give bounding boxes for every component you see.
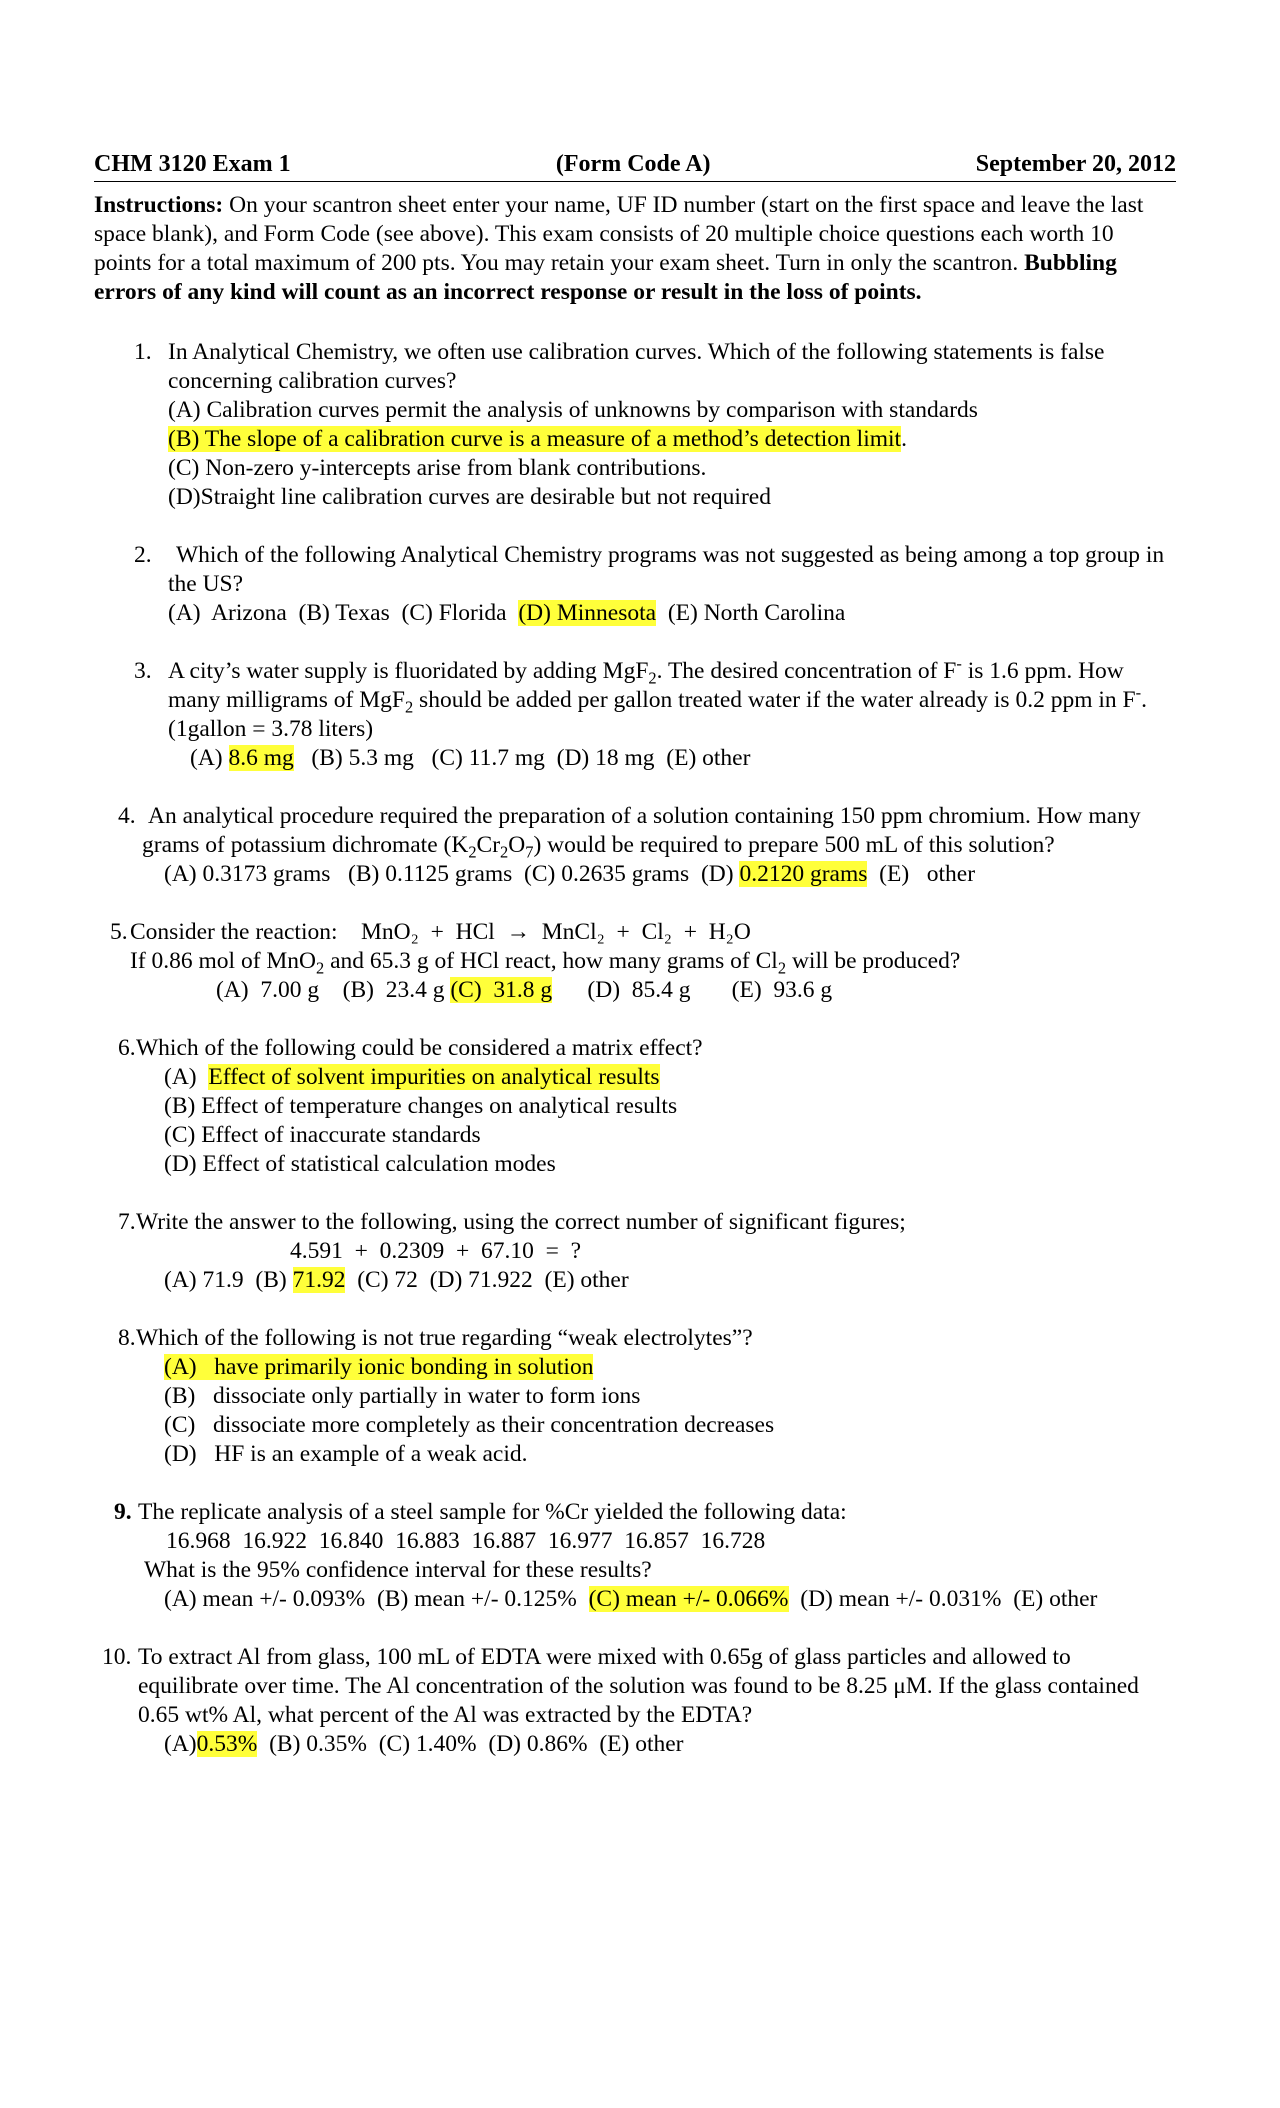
stem-part: . (1gallon = 3.78 liters) [168, 687, 1147, 742]
instructions-label: Instructions: [94, 192, 224, 218]
option-c: (C) Non-zero y-intercepts arise from blank contributions. [168, 455, 707, 481]
question-stem: The replicate analysis of a steel sample for %Cr yielded the following data: [138, 1499, 847, 1525]
option-c: (C) dissociate more completely as their concentration decreases [164, 1412, 775, 1438]
expression: 4.591 + 0.2309 + 67.10 = ? [290, 1238, 582, 1264]
question-stem [130, 918, 1176, 947]
option-c-answer: (C) 31.8 g [450, 977, 553, 1003]
options-c-e: (C) 72 (D) 71.922 (E) other [345, 1267, 629, 1293]
options-row [142, 860, 1176, 889]
question-7 [94, 1208, 1176, 1295]
question-stem [142, 802, 1176, 860]
options-row [142, 1585, 1176, 1614]
question-stem: Write the answer to the following, using the correct number of significant figures; [136, 1209, 906, 1235]
option-e: (E) North Carolina [656, 600, 846, 626]
course-title: CHM 3120 Exam 1 [94, 151, 291, 177]
options-d-e: (D) 85.4 g (E) 93.6 g [552, 977, 833, 1003]
stem-part: An analytical procedure required the preparation of a solution containing 150 ppm chromium. How many grams of potassium dichromate (K [142, 803, 1141, 858]
options-a-b: (A) mean +/- 0.093% (B) mean +/- 0.125% [164, 1586, 589, 1612]
options-a-c: (A) 0.3173 grams (B) 0.1125 grams (C) 0.2635 grams (D) [164, 861, 740, 887]
question-10 [94, 1643, 1176, 1759]
options-b-e: (B) 5.3 mg (C) 11.7 mg (D) 18 mg (E) other [293, 745, 751, 771]
exam-header [94, 150, 1176, 182]
question-line-2 [130, 947, 1176, 976]
question-number: 9. [114, 1499, 132, 1525]
options-a-b: (A) 7.00 g (B) 23.4 g [216, 977, 451, 1003]
subscript: 2 [316, 958, 325, 978]
subscript: 2 [404, 697, 414, 717]
instructions-warning: Bubbling errors of any kind will count as an incorrect response or result in the loss of points. [94, 250, 1117, 305]
option-a-label: (A) [164, 1731, 197, 1757]
options-row [168, 599, 1176, 628]
superscript: - [1135, 683, 1142, 703]
subscript: 7 [525, 842, 534, 862]
question-3 [94, 654, 1176, 773]
options [142, 1353, 1176, 1469]
question-number: 6. [118, 1035, 136, 1061]
question-number: 4. [118, 803, 136, 829]
option-a: (A) Calibration curves permit the analysis of unknowns by comparison with standards [168, 397, 978, 423]
option-a-answer [164, 1063, 1176, 1092]
option-e: (E) other [867, 861, 976, 887]
option-d-answer: 0.2120 grams [739, 861, 868, 887]
option-a-highlight: (A) have primarily ionic bonding in solution [164, 1354, 594, 1380]
question-stem: Which of the following is not true regarding “weak electrolytes”? [136, 1325, 753, 1351]
option-a-label: (A) [164, 1064, 209, 1090]
question-number: 7. [118, 1209, 136, 1235]
subscript: 2 [500, 842, 509, 862]
option-c: (C) Effect of inaccurate standards [164, 1122, 481, 1148]
exam-page [94, 150, 1176, 1759]
stem-part: O [508, 832, 526, 858]
question-number: 8. [118, 1325, 136, 1351]
stem-part: and 65.3 g of HCl react, how many grams of Cl [324, 948, 778, 974]
question-8 [94, 1324, 1176, 1469]
question-stem: Which of the following Analytical Chemistry programs was not suggested as being among a top group in the US? [168, 542, 1165, 597]
stem-part: A city’s water supply is fluoridated by adding MgF [168, 658, 649, 684]
stem-part: If 0.86 mol of MnO [130, 948, 317, 974]
question-stem: To extract Al from glass, 100 mL of EDTA were mixed with 0.65g of glass particles and allowed to equilibrate over time. The Al concentration of the solution was found to be 8.25 μM. If the glass contained 0.65 wt% Al, what percent of the Al was extracted by the EDTA? [138, 1644, 1139, 1728]
option-b-highlight: (B) The slope of a calibration curve is a measure of a method’s detection limit [168, 426, 902, 452]
option-d: (D)Straight line calibration curves are desirable but not required [168, 484, 771, 510]
option-b: (B) dissociate only partially in water to form ions [164, 1383, 641, 1409]
form-code: (Form Code A) [555, 151, 711, 177]
option-b-answer [168, 425, 1176, 454]
question-6 [94, 1034, 1176, 1179]
options-d-e: (D) mean +/- 0.031% (E) other [788, 1586, 1098, 1612]
stem-part: will be produced? [786, 948, 961, 974]
question-number: 10. [102, 1644, 132, 1670]
stem-part: should be added per gallon treated water if the water already is 0.2 ppm in F [413, 687, 1136, 713]
options [142, 1063, 1176, 1179]
instructions [94, 191, 1176, 307]
options-row [142, 1266, 1176, 1295]
question-9 [94, 1498, 1176, 1614]
options-row [138, 1730, 1176, 1759]
instructions-text: On your scantron sheet enter your name, UF ID number (start on the first space and leave the last space blank), and Form Code (see above). This exam consists of 20 multiple choice questions each worth 10 points for a total maximum of 200 pts. You may retain your exam sheet. Turn in only the scantron. [94, 192, 1144, 276]
stem-lead: Consider the reaction: [130, 919, 338, 945]
option-d: (D) Effect of statistical calculation modes [164, 1151, 556, 1177]
question-stem: In Analytical Chemistry, we often use calibration curves. Which of the following statements is false concerning calibration curves? [168, 339, 1105, 394]
question-prompt: What is the 95% confidence interval for these results? [144, 1557, 652, 1583]
option-a: (A) 71.9 (B) [164, 1267, 293, 1293]
option-d-answer: (D) Minnesota [518, 600, 657, 626]
superscript: - [956, 654, 962, 674]
option-b: (B) Effect of temperature changes on analytical results [164, 1093, 678, 1119]
option-b-end: . [901, 426, 907, 452]
question-number: 1. [134, 339, 152, 365]
option-c-answer: (C) mean +/- 0.066% [588, 1586, 789, 1612]
exam-date: September 20, 2012 [975, 151, 1176, 177]
reaction-equation: MnO₂ + HCl → MnCl₂ + Cl₂ + H₂O [361, 919, 751, 945]
stem-part: is 1.6 ppm. How many milligrams of MgF [168, 658, 1124, 713]
question-stem [168, 654, 1176, 744]
question-number: 3. [134, 658, 152, 684]
options-row [168, 744, 1176, 773]
options-b-e: (B) 0.35% (C) 1.40% (D) 0.86% (E) other [257, 1731, 684, 1757]
stem-part: . The desired concentration of F [656, 658, 957, 684]
stem-part: Cr [476, 832, 501, 858]
subscript: 2 [468, 842, 477, 862]
subscript: 2 [777, 958, 787, 978]
option-b-answer: 71.92 [292, 1267, 346, 1293]
stem-part: ) would be required to prepare 500 mL of this solution? [533, 832, 1055, 858]
question-number: 2. [134, 542, 152, 568]
option-a-highlight: Effect of solvent impurities on analytical results [208, 1064, 660, 1090]
data-values: 16.968 16.922 16.840 16.883 16.887 16.977 16.857 16.728 [166, 1528, 766, 1554]
options-row [130, 976, 1176, 1005]
options-a-c: (A) Arizona (B) Texas (C) Florida [168, 600, 519, 626]
question-5 [94, 918, 1176, 1005]
option-a-answer: 8.6 mg [228, 745, 294, 771]
question-number: 5. [110, 919, 128, 945]
subscript: 2 [648, 668, 657, 688]
question-4 [94, 802, 1176, 889]
option-d: (D) HF is an example of a weak acid. [164, 1441, 528, 1467]
question-2 [94, 541, 1176, 628]
option-a-answer [164, 1353, 1176, 1382]
option-a-label: (A) [190, 745, 229, 771]
question-stem: Which of the following could be considered a matrix effect? [136, 1035, 703, 1061]
question-1 [94, 338, 1176, 512]
option-a-answer: 0.53% [196, 1731, 258, 1757]
